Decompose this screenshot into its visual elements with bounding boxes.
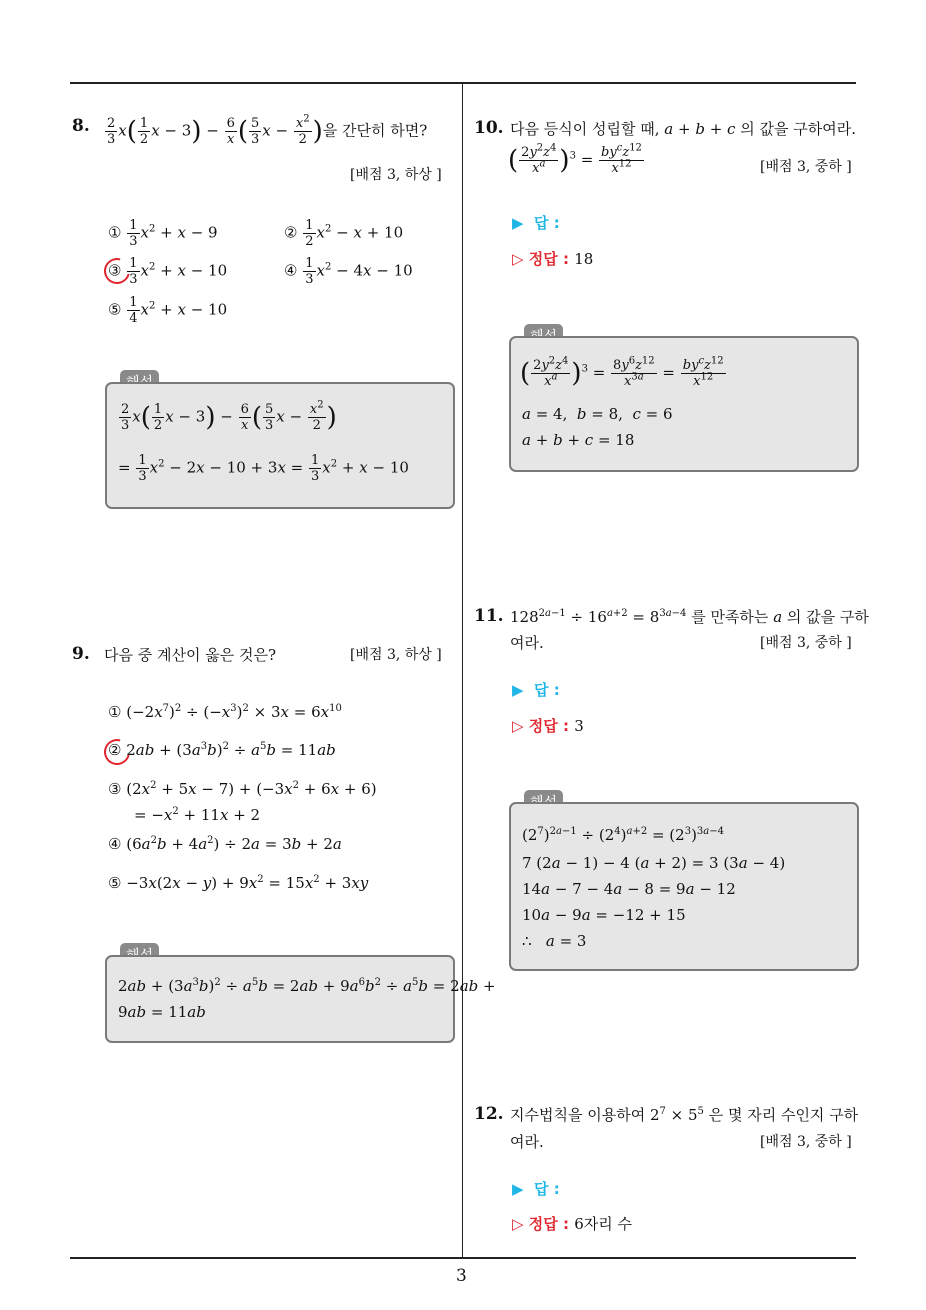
choice-marker: ③ [108,780,122,798]
bottom-rule [70,1257,856,1259]
question-8-tail: 을 간단히 하면? [322,121,428,140]
question-12-line-2: 여라. [510,1133,544,1151]
solution-11-line-4: 10a − 9a = −12 + 15 [522,906,686,924]
solution-10-line-2: a = 4, b = 8, c = 6 [522,405,673,423]
question-10-prefix: 다음 등식이 성립할 때, [510,120,660,138]
q8-choice-5[interactable]: ⑤ $\frac{1}{4}$ $x^2 + x - 10$ [108,295,228,326]
question-9-grade: [배점 3, 하상 ] [350,647,442,663]
question-11-text: $128^{2a-1} \div 16^{a+2} = 8^{3a-4}$ 를 만족하는 a 의 값을 구하 [510,608,869,626]
solution-10-line-1: ( $\frac{2y^2z^4}{x^a}$ )$^3$ = $\frac{8y^6z^{12}}{x^{3a}}$ = $\frac{by^cz^{12}}{x^{12}}$ [520,355,724,389]
question-12-text: 지수법칙을 이용하여 $2^7 \times 5^5$ 은 몇 자리 수인지 구하 [510,1106,859,1124]
q9-choice-2[interactable]: ② $2ab + (3a^3b)^2 \div a^5b = 11ab$ [108,741,336,759]
solution-box-9 [105,955,455,1043]
answer-label-10[interactable] [512,212,560,233]
choice-marker: ① [108,703,122,721]
q8-choice-4[interactable]: ④ $\frac{1}{3}$ $x^2 - 4x - 10$ [284,256,413,287]
choice-marker: ⑤ [108,300,122,319]
solution-9-line-1: $2ab + (3a^3b)^2 \div a^5b = 2ab + 9a^6b^2 \div a^5b = 2ab$ + [118,977,496,995]
correct-answer-11 [512,715,584,736]
play-arrow-icon: ▶ [512,1180,524,1198]
q8-choice-1[interactable]: ① $\frac{1}{3}$ $x^2 + x - 9$ [108,218,218,249]
question-10-suffix: 의 값을 구하여라. [740,120,856,138]
question-number-8: 8. [72,116,90,136]
solution-9-line-2: 9ab = 11ab [118,1003,206,1021]
answer-label-12[interactable] [512,1178,560,1199]
question-8-grade: [배점 3, 하상 ] [350,167,442,183]
choice-marker: ④ [108,835,122,853]
choice-marker: ② [108,741,122,759]
q9-choice-1[interactable]: ① $(-2x^7)^2 \div (-x^3)^2 \times 3x = 6x^{10}$ [108,703,342,721]
correct-value: 3 [574,717,584,735]
answer-label-text: 답 : [534,1180,560,1198]
choice-marker: ⑤ [108,874,122,892]
answer-label-text: 답 : [534,214,560,232]
question-12-grade: [배점 3, 중하 ] [760,1134,852,1150]
question-10-equation: ( $\frac{2y^2z^4}{x^a}$ )$^3$ = $\frac{by^cz^{12}}{x^{12}}$ [508,142,642,176]
outline-arrow-icon: ▷ [512,1215,524,1233]
question-number-9: 9. [72,644,90,664]
answer-label-text: 답 : [534,681,560,699]
solution-10-line-3: a + b + c = 18 [522,431,635,449]
choice-marker: ④ [284,261,298,280]
play-arrow-icon: ▶ [512,681,524,699]
question-number-12: 12. [474,1104,504,1124]
question-number-10: 10. [474,118,504,138]
solution-11-line-2: 7 (2a − 1) − 4 (a + 2) = 3 (3a − 4) [522,854,786,872]
question-10-text: 다음 등식이 성립할 때, a + b + c 의 값을 구하여라. [510,120,856,138]
correct-label-text: 정답 : [528,1215,569,1233]
question-number-11: 11. [474,606,504,626]
correct-answer-12 [512,1213,632,1234]
solution-8-line-2: = $\frac{1}{3}$ $x^2 - 2x - 10 + 3x$ = $\frac{1}{3}$ $x^2 + x - 10$ [118,453,409,484]
q9-choice-3[interactable]: ③ $(2x^2 + 5x - 7) + (-3x^2 + 6x + 6)$ [108,780,377,798]
solution-11-line-5: ∴ a = 3 [522,932,587,950]
choice-marker: ③ [108,261,122,280]
correct-label-text: 정답 : [528,250,569,268]
q9-choice-5[interactable]: ⑤ $-3x(2x - y) + 9x^2 = 15x^2 + 3xy$ [108,874,369,892]
correct-label-text: 정답 : [528,717,569,735]
outline-arrow-icon: ▷ [512,717,524,735]
solution-11-line-1: $(2^7)^{2a-1} \div (2^4)^{a+2} = (2^3)^{3a-4}$ [522,826,725,844]
question-12-suffix: 은 몇 자리 수인지 구하 [708,1106,859,1124]
column-divider [462,83,463,1258]
solution-8-line-1: $\frac{2}{3}$ x( $\frac{1}{2}$ x − 3) − $\frac{6}{x}$ ( $\frac{5}{3}$ x − $\frac{x^2}{2}$ ) [121,399,337,433]
correct-value: 6자리 수 [574,1215,633,1233]
question-8-expression: $\frac{2}{3}$ x( $\frac{1}{2}$ x − 3) − $\frac{6}{x}$ ( $\frac{5}{3}$ x − $\frac{x^2}{2}$ )을 간단히 하면? [107,113,428,147]
question-11-grade: [배점 3, 중하 ] [760,635,852,651]
question-11-suffix: 를 만족하는 [691,608,769,626]
question-9-text: 다음 중 계산이 옳은 것은? [104,646,277,664]
play-arrow-icon: ▶ [512,214,524,232]
correct-answer-10 [512,248,593,269]
question-11-line-2: 여라. [510,634,544,652]
choice-marker: ① [108,223,122,242]
choice-marker: ② [284,223,298,242]
question-11-suffix2: 의 값을 구하 [786,608,869,626]
q8-choice-2[interactable]: ② $\frac{1}{2}$ $x^2 - x + 10$ [284,218,404,249]
top-rule [70,82,856,84]
correct-value: 18 [574,250,594,268]
answer-label-11[interactable] [512,679,560,700]
question-12-prefix: 지수법칙을 이용하여 [510,1106,646,1124]
page-number: 3 [456,1266,467,1286]
q9-choice-4[interactable]: ④ $(6a^2b + 4a^2) \div 2a = 3b + 2a$ [108,835,342,853]
outline-arrow-icon: ▷ [512,250,524,268]
question-10-grade: [배점 3, 중하 ] [760,159,852,175]
q8-choice-3[interactable]: ③ $\frac{1}{3}$ $x^2 + x - 10$ [108,256,228,287]
q9-choice-3-cont: = $-x^2 + 11x + 2$ [134,806,261,824]
solution-11-line-3: 14a − 7 − 4a − 8 = 9a − 12 [522,880,736,898]
